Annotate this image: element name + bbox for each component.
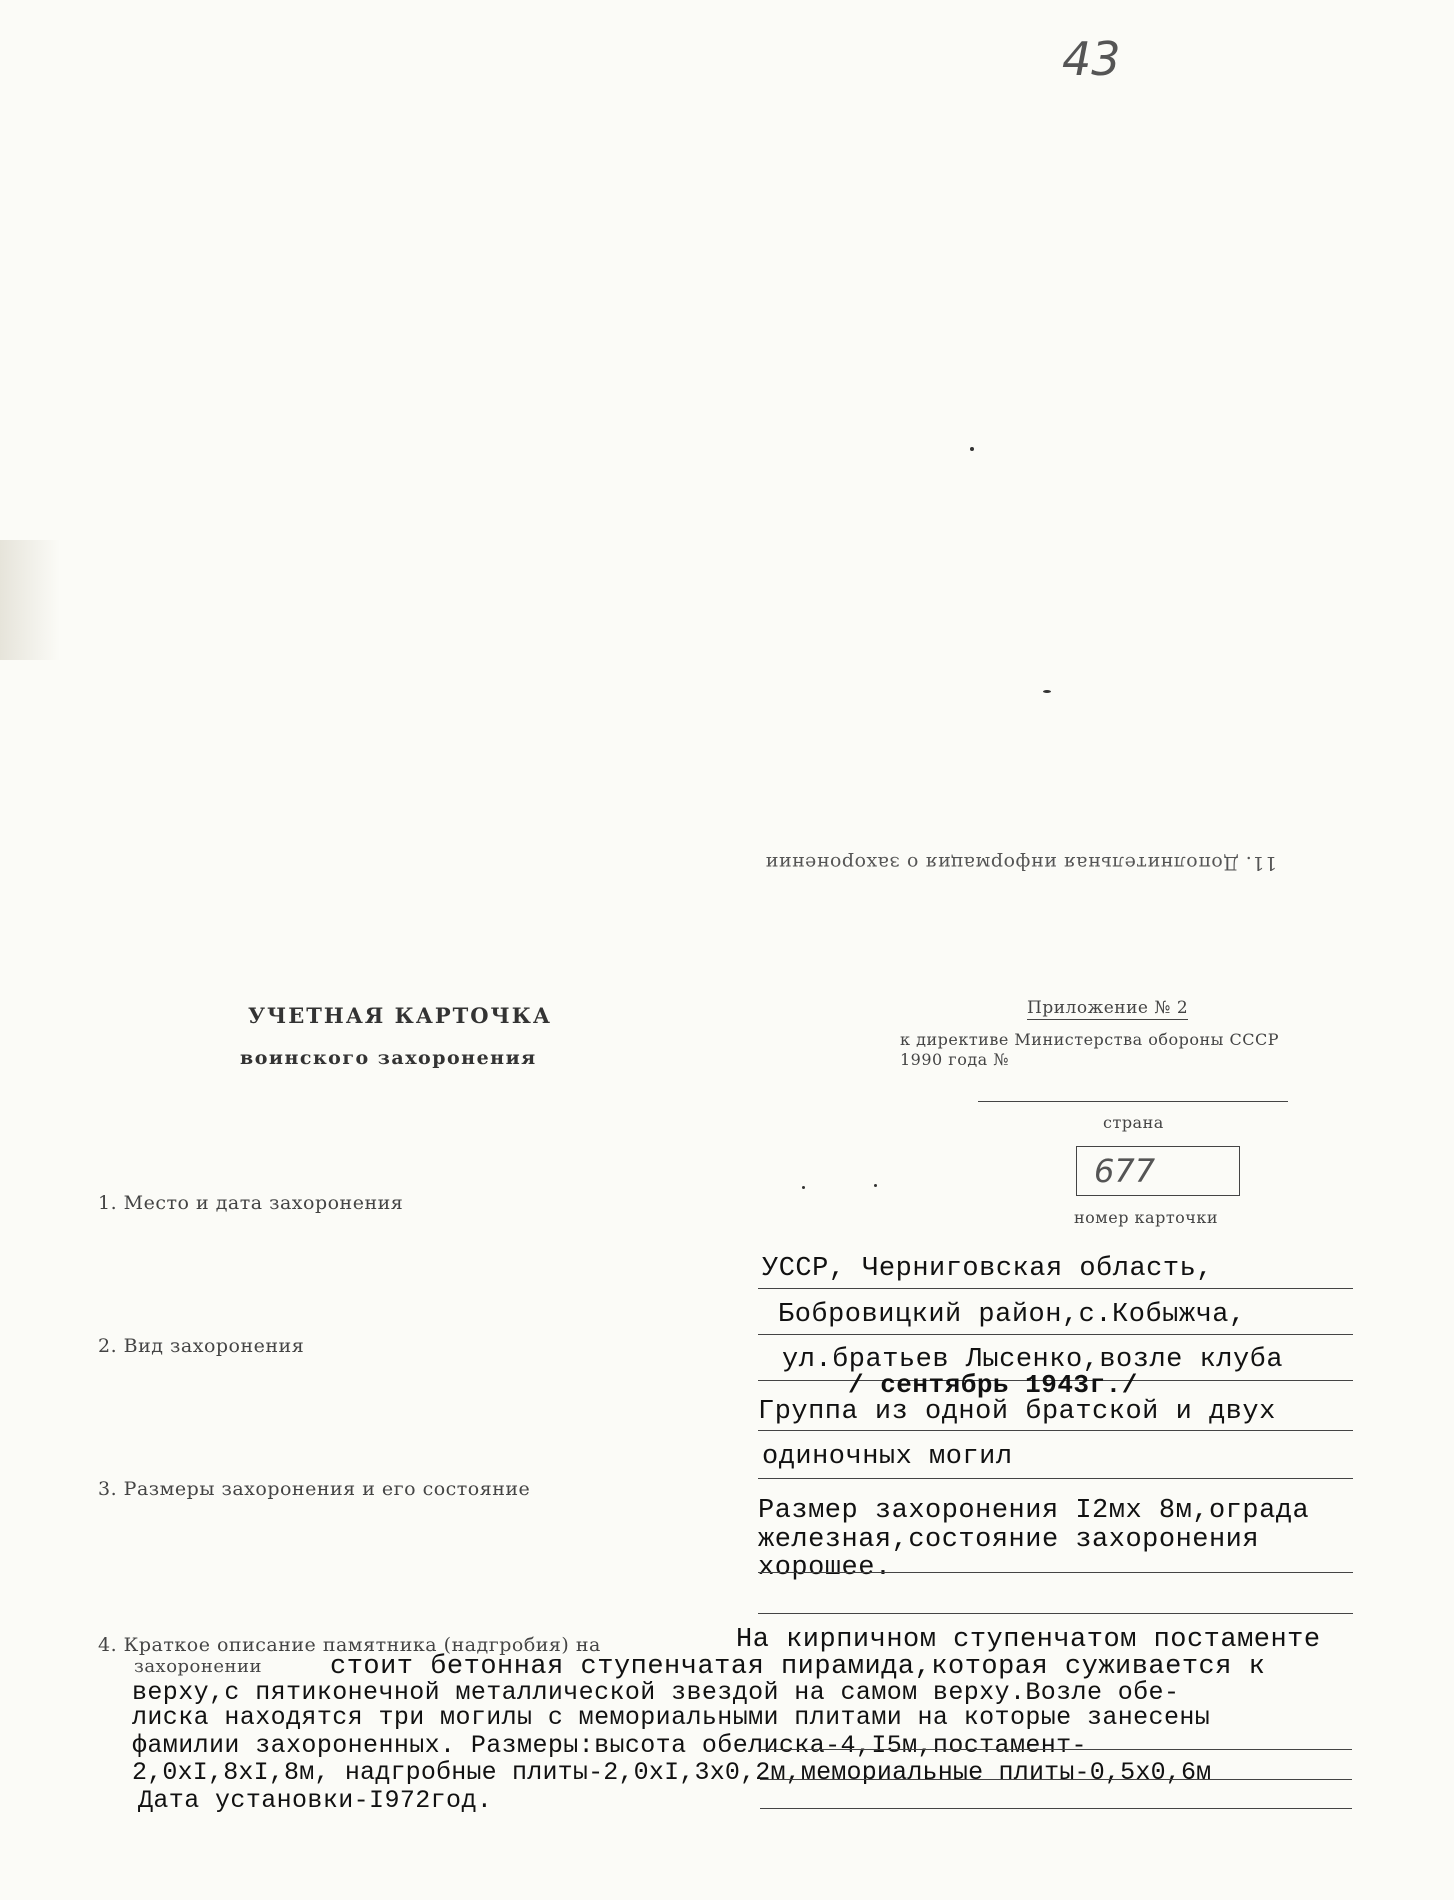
field-1-line-3: ул.братьев Лысенко,возле клуба	[782, 1345, 1284, 1375]
speck	[874, 1184, 877, 1187]
appendix-line2: 1990 года №	[900, 1050, 1009, 1069]
underline	[760, 1779, 1352, 1780]
bleedthrough-heading: 11. Дополнительная информация о захоронении	[765, 852, 1277, 874]
underline	[758, 1288, 1353, 1289]
country-label: страна	[1103, 1113, 1164, 1132]
underline	[758, 1613, 1353, 1614]
field-3-label: 3. Размеры захоронения и его состояние	[98, 1478, 531, 1500]
field-2-label: 2. Вид захоронения	[98, 1335, 305, 1357]
field-3-line-3: хорошее.	[758, 1553, 892, 1583]
field-4-line-5: фамилии захороненных. Размеры:высота обелиска-4,I5м,постамент-	[132, 1731, 1087, 1760]
field-3-line-2: железная,состояние захоронения	[758, 1525, 1260, 1555]
field-4-line-3: верху,с пятиконечной металлической звездой на самом верху.Возле обе-	[132, 1678, 1180, 1707]
field-2-line-1: Группа из одной братской и двух	[758, 1397, 1276, 1427]
field-4-line-4: лиска находятся три могилы с мемориальными плитами на которые занесены	[132, 1703, 1211, 1732]
field-4-label-line2: захоронении	[134, 1656, 263, 1677]
country-line	[978, 1101, 1288, 1102]
underline	[758, 1572, 1353, 1573]
field-4-line-7: Дата установки-I972год.	[138, 1786, 493, 1815]
card-number-label: номер карточки	[1074, 1208, 1219, 1227]
field-1-label: 1. Место и дата захоронения	[98, 1192, 404, 1214]
field-4-label-line1: 4. Краткое описание памятника (надгробия) на	[98, 1634, 601, 1656]
underline	[760, 1749, 1352, 1750]
underline	[758, 1478, 1353, 1479]
field-1-date: / сентябрь 1943г./	[848, 1370, 1138, 1400]
underline	[760, 1808, 1352, 1809]
field-2-line-2: одиночных могил	[762, 1442, 1013, 1472]
field-3-line-1: Размер захоронения I2мх 8м,ограда	[758, 1496, 1310, 1526]
card-subtitle: воинского захоронения	[240, 1047, 537, 1069]
card-title: УЧЕТНАЯ КАРТОЧКА	[248, 1003, 552, 1028]
underline	[758, 1334, 1353, 1335]
field-1-line-2: Бобровицкий район,с.Кобыжча,	[778, 1300, 1246, 1330]
appendix-line1: к директиве Министерства обороны СССР	[900, 1030, 1279, 1049]
card-number-value: 677	[1094, 1152, 1156, 1190]
speck	[1043, 690, 1051, 693]
appendix-title: Приложение № 2	[1027, 998, 1189, 1018]
paper-stain	[0, 540, 60, 660]
field-1-line-1: УССР, Черниговская область,	[762, 1254, 1213, 1284]
field-4-line-1: На кирпичном ступенчатом постаменте	[736, 1625, 1321, 1655]
field-4-line-2: стоит бетонная ступенчатая пирамида,которая суживается к	[330, 1652, 1266, 1682]
speck	[970, 447, 974, 451]
field-4-line-6: 2,0хI,8хI,8м, надгробные плиты-2,0хI,3х0,2м,мемориальные плиты-0,5х0,6м	[132, 1758, 1212, 1787]
underline	[758, 1430, 1353, 1431]
speck	[802, 1186, 805, 1189]
page-number-handwritten: 43	[1062, 32, 1121, 86]
